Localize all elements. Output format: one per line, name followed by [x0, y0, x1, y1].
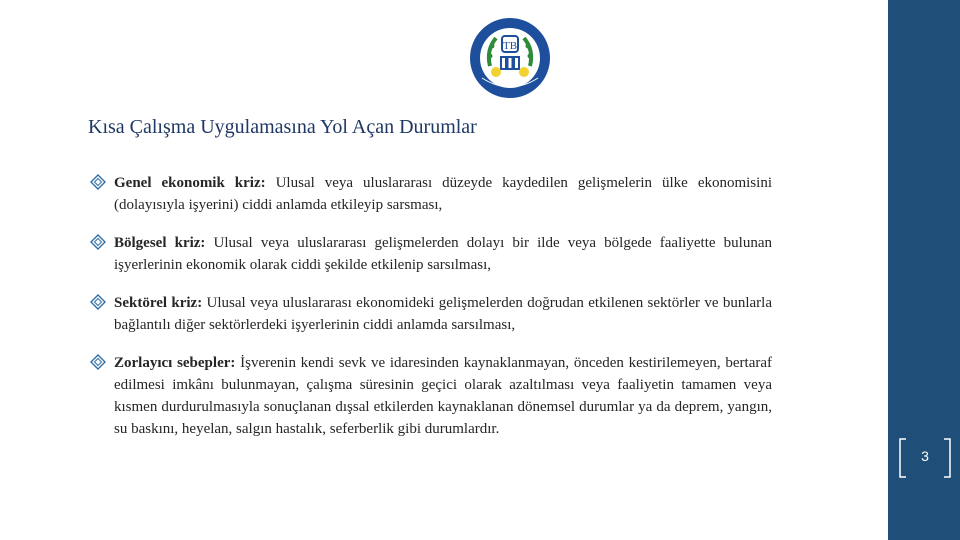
- page-number-box: [896, 438, 954, 480]
- bullet-item: [88, 292, 772, 336]
- bullet-item: [88, 172, 772, 216]
- bullet-text: İşverenin kendi sevk ve idaresinden kaynaklanmayan, önceden kestirilemeyen, bertaraf edilmesi imkânı bulunmayan, çalışma süresinin geçici olarak azaltılması veya faaliyetin tamamen veya kısmen durdurulmasıyla sonuçlanan dışsal etkilerden kaynaklanan dönemsel durumlar ya da deprem, yangın, su baskını, heyelan, salgın hastalık, seferberlik gibi durumlardır.: [114, 355, 773, 437]
- chamber-of-commerce-seal-icon: [468, 16, 552, 100]
- diamond-bullet-icon: [90, 174, 106, 190]
- bullet-text: Ulusal veya uluslararası düzeyde kaydedilen gelişmelerin ülke ekonomisini (dolayısıyla işyerini) ciddi anlamda etkileyip sarsması,: [114, 175, 772, 213]
- bullet-term: Genel ekonomik kriz:: [114, 175, 266, 191]
- bullet-text: Ulusal veya uluslararası gelişmelerden dolayı bir ilde veya bölgede faaliyette bulunan işyerlerinin ekonomik olarak ciddi şekilde etkilenip sarsılması,: [114, 235, 772, 273]
- bullet-term: Bölgesel kriz:: [114, 235, 206, 251]
- diamond-bullet-icon: [90, 354, 106, 370]
- page-number: 3: [921, 448, 929, 464]
- bullet-term: Zorlayıcı sebepler:: [114, 355, 236, 371]
- diamond-bullet-icon: [90, 294, 106, 310]
- bullet-item: [88, 352, 772, 440]
- diamond-bullet-icon: [90, 234, 106, 250]
- bullet-item: [88, 232, 772, 276]
- right-bracket-icon: [942, 438, 952, 478]
- slide-title: Kısa Çalışma Uygulamasına Yol Açan Durumlar: [88, 116, 477, 138]
- bullet-term: Sektörel kriz:: [114, 295, 203, 311]
- bullet-list: [88, 172, 772, 456]
- svg-text:TB: TB: [502, 40, 518, 52]
- bullet-text: Ulusal veya uluslararası ekonomideki gelişmelerden doğrudan etkilenen sektörler ve bunlarla bağlantılı diğer sektörlerdeki işyerlerinin ciddi anlamda sarsılması,: [114, 295, 772, 333]
